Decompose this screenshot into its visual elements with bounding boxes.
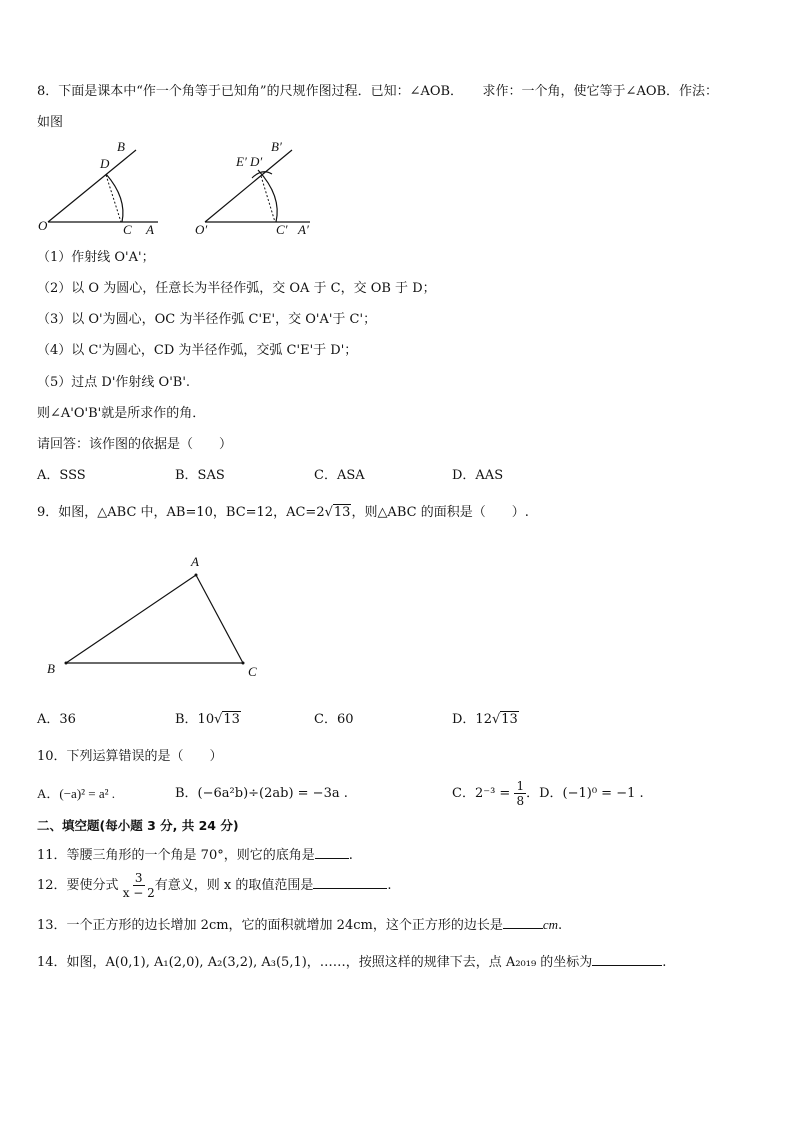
q13-end: . [558,918,563,933]
q9-label-b: B [47,661,55,676]
fig1-label-o: O [38,218,48,233]
q9-triangle-figure [40,550,280,685]
q8-step-3: （3）以 O'为圆心，OC 为半径作弧 C'E'，交 O'A'于 C'； [37,312,377,327]
q8-step-1: （1）作射线 O'A'； [37,250,155,265]
q9-text-post: ，则△ABC 的面积是（ ）. [351,505,529,520]
q10-option-cd [452,776,644,812]
q8-option-b: B．SAS [175,468,225,483]
fig1-label-a: A [146,222,154,237]
q14-text-row [37,951,666,972]
q9-option-b-radicand: 13 [223,712,240,727]
q9-option-c: C．60 [314,712,354,727]
q9-option-b-sqrt: √ 13 [214,712,240,727]
q10-option-c-prefix: C．2⁻³ = [452,786,511,801]
q11-text: 11．等腰三角形的一个角是 70°，则它的底角是 [37,848,315,863]
q8-step-2: （2）以 O 为圆心，任意长为半径作弧，交 OA 于 C，交 OB 于 D； [37,281,436,296]
q11-end: . [348,848,353,863]
q8-question: 请回答：该作图的依据是（ ） [37,437,233,452]
q9-option-a: A．36 [37,712,76,727]
q12-middle: 有意义，则 x 的取值范围是 [154,878,314,893]
q10-option-a: A．(−a)² = a² . [37,786,116,801]
q10-option-d: ．D．(−1)⁰ = −1 . [526,786,644,801]
q8-option-d: D．AAS [452,468,504,483]
q8-text-line1: 8．下面是课本中“作一个角等于已知角”的尺规作图过程．已知：∠AOB． 求作：一个角，使它等于∠AOB．作法： [37,84,719,99]
fig1-label-d: D [100,156,110,171]
q14-answer-blank[interactable] [592,951,662,966]
fig2-label-ed: E′ D′ [236,154,263,169]
q10-text: 10．下列运算错误的是（ ） [37,749,223,764]
q12-fraction [123,871,155,900]
fig2-label-a: A′ [298,222,309,237]
q13-text: 13．一个正方形的边长增加 2cm，它的面积就增加 24cm，这个正方形的边长是 [37,918,503,933]
fig2-label-b: B′ [271,139,282,154]
q12-denominator: x − 2 [122,886,155,900]
q8-figure [30,138,330,238]
q10-option-c-numerator: 1 [516,779,525,793]
q13-text-row [37,914,562,935]
q8-figure-constructed-angle [195,139,310,237]
q10-option-b: B．(−6a²b)÷(2ab) = −3a . [175,786,348,801]
q14-text: 14．如图，A(0,1), A₁(2,0), A₂(3,2), A₃(5,1)，……，按照这样的规律下去，点 A₂₀₁₉ 的坐标为 [37,955,593,970]
fig1-label-b: B [117,139,125,154]
q8-conclusion: 则∠A'O'B'就是所求作的角． [37,406,206,421]
q9-option-b [175,711,241,729]
fig1-label-c: C [123,222,132,237]
q12-answer-blank[interactable] [313,874,387,889]
q10-option-c-fraction [514,779,526,808]
q9-ac-radicand: 13 [333,505,351,520]
q13-unit: cm [542,917,559,932]
q14-end: . [662,955,667,970]
q12-text-row [37,868,392,904]
q9-ac-coef: 2 [316,505,325,520]
q12-numerator: 3 [134,871,143,885]
q8-step-5: （5）过点 D'作射线 O'B'. [37,375,191,390]
q12-prefix: 12．要使分式 [37,878,119,893]
q13-answer-blank[interactable] [503,914,543,929]
fig2-label-o: O′ [195,222,208,237]
q9-option-b-prefix: B．10 [175,712,215,727]
fig2-label-c: C′ [276,222,288,237]
q9-label-c: C [248,664,257,679]
q8-text-line2: 如图 [37,115,64,130]
q11-answer-blank[interactable] [315,844,349,859]
q9-option-d-radicand: 13 [501,712,518,727]
q8-figure-original-angle [38,139,158,237]
q11-text-row [37,844,353,865]
q9-label-a: A [191,554,199,569]
q12-end: . [387,878,392,893]
q10-option-c-denominator: 8 [516,794,525,808]
q8-option-c: C．ASA [314,468,365,483]
q9-option-d-prefix: D．12 [452,712,492,727]
q9-ac-sqrt: √ 13 [324,505,351,520]
q8-step-4: （4）以 C'为圆心，CD 为半径作弧，交弧 C'E'于 D'； [37,343,358,358]
q9-text [37,504,529,522]
q9-option-d [452,711,519,729]
q8-option-a: A．SSS [37,468,86,483]
section2-title: 二、填空题(每小题 3 分, 共 24 分) [37,818,239,833]
q9-text-pre: 9．如图，△ABC 中，AB=10，BC=12，AC= [37,505,317,520]
q9-option-d-sqrt: √ 13 [491,712,518,727]
